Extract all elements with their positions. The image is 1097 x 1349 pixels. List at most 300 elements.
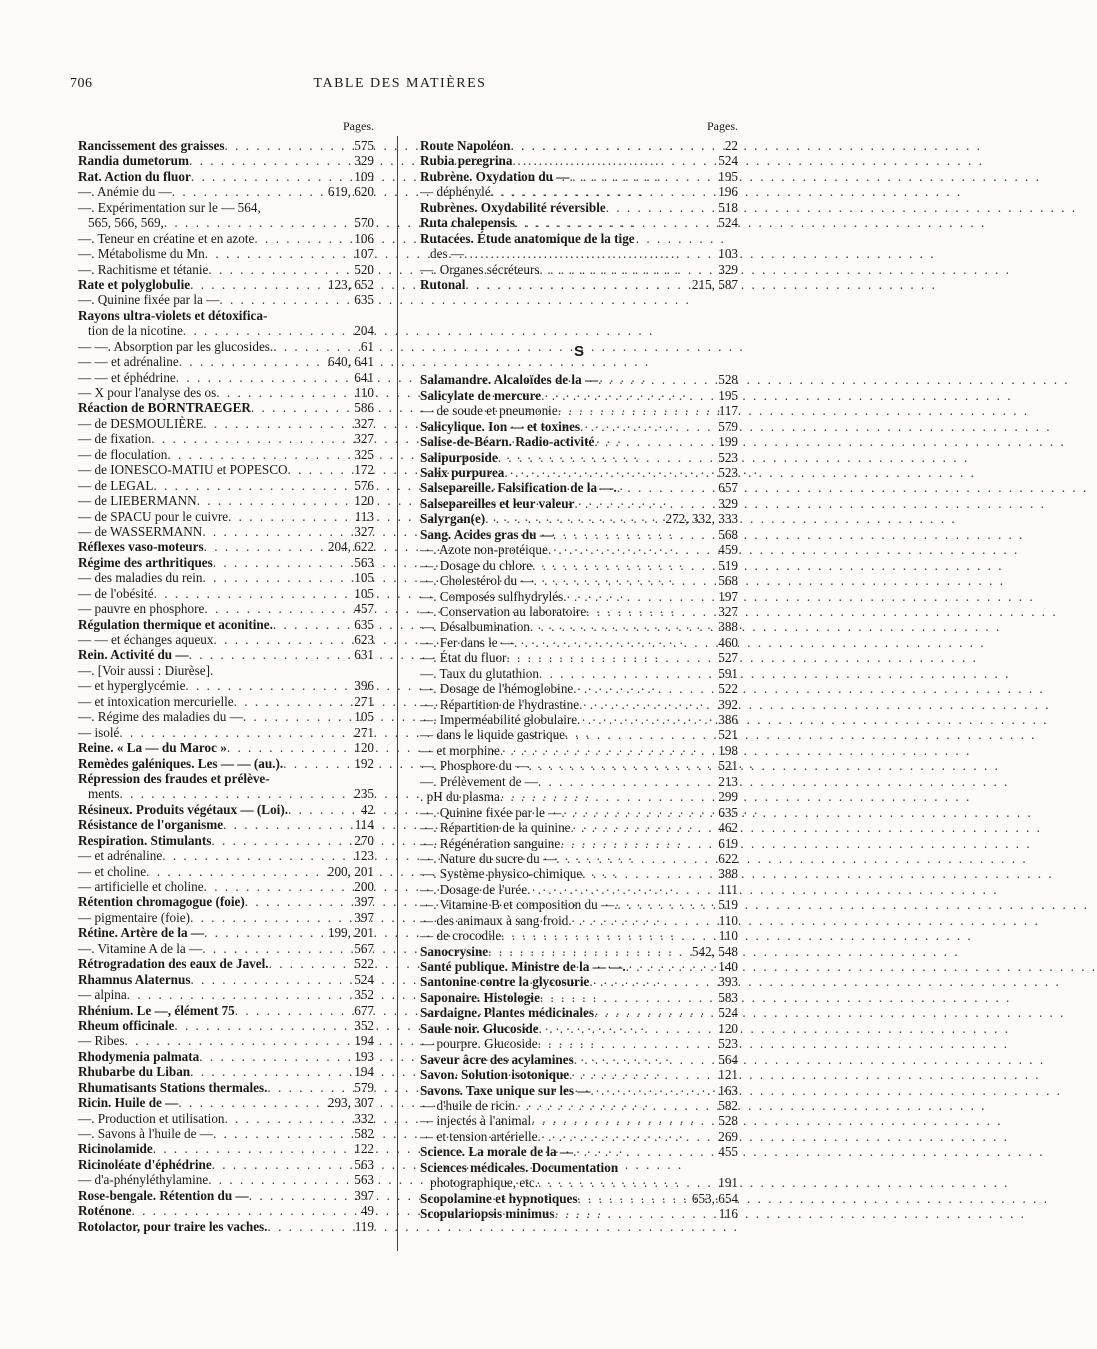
index-entry	[420, 1052, 738, 1067]
entry-pages: 570	[354, 215, 374, 231]
entry-term: Rancissement des graisses	[78, 138, 225, 153]
leader-dots	[191, 972, 353, 987]
leader-dots	[591, 1083, 717, 1098]
index-entry	[420, 1129, 738, 1144]
entry-term: Rate et polyglobulie	[78, 276, 191, 292]
entry-term: — et tension artérielle	[420, 1128, 538, 1144]
index-entry	[420, 496, 738, 511]
entry-term: Rétine. Artère de la —	[78, 925, 205, 941]
index-entry	[420, 184, 738, 199]
index-entry	[420, 697, 738, 712]
index-entry	[420, 928, 738, 943]
index-entry	[78, 400, 374, 415]
leader-dots	[125, 1033, 353, 1048]
entry-pages: 579	[354, 1079, 374, 1095]
index-entry	[420, 511, 738, 526]
entry-term: Ruta chalepensis	[420, 215, 515, 231]
entry-pages: 193	[354, 1048, 374, 1064]
index-entry	[420, 743, 738, 758]
entry-term: Réaction de BORNTRAEGER	[78, 400, 251, 416]
leader-dots	[151, 431, 352, 446]
entry-pages: 113	[354, 508, 374, 524]
leader-dots	[223, 817, 353, 832]
leader-dots	[172, 184, 326, 199]
entry-pages: 195	[718, 168, 738, 184]
entry-pages: 523	[718, 465, 738, 480]
index-entry	[78, 756, 374, 771]
entry-pages: 518	[718, 199, 738, 215]
entry-pages: 269	[718, 1128, 738, 1144]
leader-dots	[131, 1203, 358, 1218]
index-entry	[78, 447, 374, 462]
index-entry	[78, 524, 374, 539]
leader-dots	[251, 400, 352, 415]
leader-dots	[589, 974, 716, 989]
entry-term: Route Napoléon	[420, 138, 511, 153]
leader-dots	[205, 246, 352, 261]
entry-pages: 109	[354, 168, 374, 184]
index-entry	[78, 663, 374, 678]
index-entry	[78, 817, 374, 832]
leader-dots	[219, 292, 352, 307]
index-entry	[78, 632, 374, 647]
entry-pages: 61	[360, 338, 374, 354]
entry-term: — isolé	[78, 724, 120, 740]
index-entry	[78, 370, 374, 385]
entry-term: —. Répartition de la quinine	[420, 820, 571, 836]
entry-pages: 521	[718, 727, 738, 743]
leader-dots	[267, 1219, 352, 1234]
leader-dots	[582, 866, 716, 881]
entry-pages: 521	[718, 758, 738, 774]
entry-pages: 195	[718, 387, 738, 403]
entry-term: —. Vitamine A de la —	[78, 940, 203, 956]
entry-pages: 122	[354, 1141, 374, 1157]
leader-dots	[208, 1172, 352, 1187]
entry-term: Régulation thermique et aconitine.	[78, 616, 273, 632]
leader-dots	[538, 1036, 717, 1051]
index-entry	[420, 1160, 738, 1175]
entry-pages: 213	[718, 773, 738, 789]
index-entry	[420, 1098, 738, 1113]
index-entry	[420, 262, 738, 277]
entry-pages: 271	[354, 693, 374, 709]
leader-dots	[561, 805, 716, 820]
index-entry	[78, 1126, 374, 1141]
index-entry	[420, 789, 738, 804]
entry-pages: 582	[718, 1097, 738, 1113]
entry-term: — injectés à l'animal	[420, 1113, 532, 1129]
entry-pages: 110	[718, 912, 738, 928]
index-entry	[78, 262, 374, 277]
entry-term: —. Quinine fixée par la —	[78, 292, 220, 308]
entry-pages: 172	[354, 462, 374, 478]
index-entry	[78, 416, 374, 431]
entry-term: — de fixation	[78, 431, 152, 447]
leader-dots	[573, 1144, 716, 1159]
entry-term: Ricinolamide	[78, 1141, 153, 1157]
index-entry	[420, 820, 738, 835]
index-entry	[78, 833, 374, 848]
leader-dots	[190, 1064, 352, 1079]
entry-term: Scopolamine et hypnotiques	[420, 1190, 578, 1206]
entry-term: Salipurposide	[420, 449, 498, 465]
leader-dots	[199, 1049, 352, 1064]
leader-dots	[580, 419, 716, 434]
index-entry	[420, 866, 738, 881]
entry-term: Résistance de l'organisme	[78, 817, 224, 833]
entry-pages: 455	[718, 1144, 738, 1160]
entry-term: — des animaux à sang froid	[420, 912, 569, 928]
entry-pages: 119	[354, 1218, 374, 1234]
entry-pages: 329	[354, 153, 374, 169]
leader-dots	[203, 416, 352, 431]
index-entry	[420, 712, 738, 727]
entry-term: Respiration. Stimulants	[78, 832, 212, 848]
index-entry	[78, 1080, 374, 1095]
entry-pages: 640, 641	[327, 354, 374, 370]
leader-dots	[617, 480, 716, 495]
entry-pages: 568	[718, 573, 738, 589]
leader-dots	[598, 372, 716, 387]
entry-pages: 396	[354, 678, 374, 694]
entry-term: —. Vitamine B et composition du —.	[420, 897, 618, 913]
entry-pages: 103	[718, 246, 738, 262]
page-number: 706	[70, 76, 93, 91]
index-entry	[78, 1095, 374, 1110]
index-entry	[78, 200, 374, 215]
index-entry	[420, 372, 738, 387]
leader-dots	[204, 601, 352, 616]
leader-dots	[245, 894, 352, 909]
entry-term: —. Métabolisme du Mn	[78, 246, 205, 262]
entry-pages: 42	[360, 801, 374, 817]
entry-pages: 524	[718, 153, 738, 169]
entry-term: —. Régénération sanguine	[420, 835, 561, 851]
index-list	[78, 138, 374, 1234]
leader-dots	[512, 153, 716, 168]
entry-term: Rotolactor, pour traire les vaches.	[78, 1218, 268, 1234]
leader-dots	[235, 1003, 352, 1018]
entry-pages: 110	[718, 928, 738, 944]
entry-term: —. Cholestérol du —	[420, 573, 534, 589]
index-entry	[78, 586, 374, 601]
index-entry	[78, 910, 374, 925]
entry-term: —. Anémie du —	[78, 184, 172, 200]
index-entry	[78, 894, 374, 909]
index-entry	[420, 215, 738, 230]
leader-dots	[528, 758, 716, 773]
index-entry	[420, 388, 738, 403]
entry-term: —. Dosage du chlore	[420, 557, 533, 573]
leader-dots	[197, 493, 353, 508]
index-entry	[78, 1111, 374, 1126]
entry-pages: 235	[354, 786, 374, 802]
leader-dots	[568, 913, 716, 928]
leader-dots	[573, 681, 716, 696]
entry-term: — X pour l'analyse des os	[78, 385, 217, 400]
leader-dots	[563, 589, 716, 604]
entry-pages: 563	[354, 1156, 374, 1172]
entry-pages: 522	[354, 956, 374, 972]
leader-dots	[283, 756, 352, 771]
leader-dots	[213, 1126, 352, 1141]
entry-pages: 523	[718, 1036, 738, 1052]
index-entry	[78, 555, 374, 570]
leader-dots	[203, 570, 353, 585]
entry-term: Rétrogradation des eaux de Javel.	[78, 956, 269, 972]
entry-term: Santonine contre la glycosurie	[420, 974, 590, 990]
leader-dots	[501, 928, 716, 943]
leader-dots	[190, 910, 352, 925]
entry-term: —. Azote non-protéique	[420, 542, 548, 558]
index-entry	[420, 403, 738, 418]
left-column	[78, 118, 374, 1234]
index-entry	[78, 277, 374, 292]
leader-dots	[154, 586, 353, 601]
entry-pages: 123	[354, 848, 374, 864]
leader-dots	[578, 1191, 690, 1206]
entry-term: — et hyperglycémie	[78, 678, 186, 694]
entry-term: Saponaire. Histologie	[420, 989, 540, 1005]
index-entry	[78, 1064, 374, 1079]
entry-pages: 524	[718, 1005, 738, 1021]
entry-term: Salamandre. Alcaloïdes de la —	[420, 372, 599, 388]
leader-dots	[530, 619, 716, 634]
entry-term: — de SPACU pour le cuivre	[78, 508, 229, 524]
entry-pages: 120	[354, 740, 374, 756]
entry-pages: 393	[718, 974, 738, 990]
entry-pages: 567	[354, 940, 374, 956]
leader-dots	[574, 496, 716, 511]
entry-term: — de WASSERMANN	[78, 523, 203, 539]
index-entry	[78, 972, 374, 987]
entry-pages: 635	[354, 292, 374, 308]
entry-pages: 116	[718, 1206, 738, 1221]
entry-term: Régime des arthritiques	[78, 554, 213, 570]
index-entry	[420, 944, 738, 959]
leader-dots	[579, 697, 716, 712]
leader-dots	[594, 434, 716, 449]
leader-dots	[539, 1021, 717, 1036]
leader-dots	[498, 450, 717, 465]
entry-pages: 457	[354, 601, 374, 617]
entry-pages: 653, 654	[691, 1190, 738, 1206]
leader-dots	[225, 138, 353, 153]
leader-dots	[162, 848, 352, 863]
index-entry	[420, 635, 738, 650]
entry-pages: 586	[354, 400, 374, 416]
index-entry	[78, 385, 374, 400]
entry-term: Saveur âcre des acylamines	[420, 1051, 574, 1067]
index-entry	[78, 1188, 374, 1203]
leader-dots	[204, 539, 326, 554]
leader-dots	[183, 323, 352, 338]
entry-pages: 299	[718, 789, 738, 805]
entry-term: — et intoxication mercurielle	[78, 693, 234, 709]
leader-dots	[506, 650, 716, 665]
leader-dots	[214, 632, 353, 647]
index-entry	[420, 153, 738, 168]
index-list	[420, 372, 738, 1221]
leader-dots	[202, 941, 352, 956]
leader-dots	[178, 1095, 325, 1110]
entry-pages: 519	[718, 557, 738, 573]
index-entry	[78, 153, 374, 168]
entry-term: Ricinoléate d'éphédrine	[78, 1156, 212, 1172]
entry-term: Ricin. Huile de —	[78, 1095, 179, 1111]
entry-pages: 641	[354, 369, 374, 385]
leader-dots	[174, 1018, 352, 1033]
entry-pages: 327	[354, 431, 374, 447]
entry-pages: 163	[718, 1082, 738, 1098]
right-column	[420, 118, 738, 1221]
leader-dots	[212, 1157, 353, 1172]
leader-dots	[254, 231, 352, 246]
index-list	[420, 138, 738, 292]
entry-pages: 329	[718, 261, 738, 277]
entry-pages: 200	[354, 879, 374, 894]
leader-dots	[120, 786, 353, 801]
entry-pages: 105	[354, 585, 374, 601]
entry-pages: 397	[354, 1187, 374, 1203]
index-entry	[78, 1141, 374, 1156]
entry-term: — de LIEBERMANN	[78, 493, 197, 509]
entry-term: . pH du plasma	[420, 789, 500, 805]
index-entry	[78, 246, 374, 261]
index-entry	[420, 882, 738, 897]
leader-dots	[465, 277, 689, 292]
leader-dots	[225, 1111, 353, 1126]
entry-term: —. Système physico-chimique	[420, 866, 583, 882]
index-entry	[78, 647, 374, 662]
leader-dots	[234, 694, 353, 709]
entry-pages: 196	[718, 184, 738, 200]
entry-pages: 117	[718, 403, 738, 419]
entry-pages: 631	[354, 647, 374, 663]
leader-dots	[249, 1188, 353, 1203]
entry-term: Sciences médicales. Documentation	[420, 1159, 619, 1175]
index-entry	[420, 727, 738, 742]
entry-term: — alpina	[78, 987, 127, 1003]
index-entry	[78, 879, 374, 894]
entry-term: —. Imperméabilité globulaire	[420, 712, 578, 727]
entry-term: Rose-bengale. Rétention du —	[78, 1187, 249, 1203]
leader-dots	[288, 802, 359, 817]
index-entry	[78, 570, 374, 585]
index-entry	[78, 509, 374, 524]
entry-term: 565, 566, 569,	[88, 215, 164, 231]
leader-dots	[119, 725, 352, 740]
index-entry	[78, 184, 374, 199]
leader-dots	[626, 959, 717, 974]
leader-dots	[553, 527, 716, 542]
entry-term: Roténone	[78, 1203, 132, 1219]
index-entry	[420, 666, 738, 681]
entry-term: —. Répartition de l'hydrastine	[420, 696, 580, 712]
index-entry	[420, 758, 738, 773]
leader-dots	[202, 524, 352, 539]
entry-term: Salsepareilles et leur valeur	[420, 495, 575, 511]
entry-term: Rhamnus Alaternus	[78, 971, 191, 987]
entry-term: Rubia peregrina	[420, 153, 513, 169]
leader-dots	[189, 647, 353, 662]
entry-pages: 563	[354, 554, 374, 570]
leader-dots	[538, 1129, 717, 1144]
entry-term: Sang. Acides gras du —	[420, 526, 554, 542]
leader-dots	[570, 169, 717, 184]
leader-dots	[167, 447, 352, 462]
entry-term: Rat. Action du fluor	[78, 168, 191, 184]
index-entry	[420, 1175, 738, 1190]
index-entry	[78, 292, 374, 307]
entry-pages: 568	[718, 526, 738, 542]
index-entry	[420, 604, 738, 619]
entry-term: — Ribes	[78, 1033, 125, 1049]
entry-pages: 191	[718, 1175, 738, 1191]
entry-term: — de DESMOULIÈRE	[78, 415, 204, 431]
entry-term: Reine. « La — du Maroc »	[78, 740, 227, 756]
entry-pages: 352	[354, 1017, 374, 1033]
leader-dots	[500, 789, 716, 804]
entry-pages: 123, 652	[327, 276, 374, 292]
entry-pages: 199	[718, 434, 738, 450]
leader-dots	[510, 138, 722, 153]
entry-term: —. Rachitisme et tétanie	[78, 261, 209, 277]
entry-term: — et adrénaline	[78, 848, 163, 864]
leader-dots	[500, 743, 716, 758]
index-entry	[78, 339, 374, 354]
entry-term: Salix purpurea	[420, 465, 505, 480]
entry-pages: 200, 201	[327, 863, 374, 879]
entry-pages: 619, 620	[327, 184, 374, 200]
entry-term: — d'a-phényléthylamine	[78, 1172, 209, 1188]
index-entry	[78, 725, 374, 740]
entry-term: Sanocrysine	[420, 943, 489, 959]
entry-pages: 397	[354, 909, 374, 925]
entry-pages: 619	[718, 835, 738, 851]
leader-dots	[540, 990, 716, 1005]
section-spacer	[420, 292, 738, 332]
entry-term: Réflexes vaso-moteurs	[78, 539, 204, 555]
entry-term: Rétention chromagogue (foie)	[78, 894, 245, 910]
entry-term: Saule noir. Glucoside	[420, 1020, 539, 1036]
index-entry	[78, 709, 374, 724]
entry-term: Rayons ultra-violets et détoxifica-	[78, 307, 268, 323]
entry-pages: 325	[354, 446, 374, 462]
entry-pages: 459	[718, 542, 738, 558]
leader-dots	[514, 635, 716, 650]
leader-dots	[228, 509, 353, 524]
index-entry	[78, 231, 374, 246]
entry-term: Randia dumetorum	[78, 153, 190, 169]
entry-pages: 523	[718, 449, 738, 465]
entry-term: —. Dosage de l'hémoglobine	[420, 681, 574, 697]
entry-pages: 524	[718, 215, 738, 231]
leader-dots	[216, 385, 352, 400]
index-entry	[420, 558, 738, 573]
index-entry	[420, 774, 738, 789]
index-entry	[420, 897, 738, 912]
leader-dots	[541, 388, 716, 403]
index-entry	[420, 990, 738, 1005]
index-entry	[78, 694, 374, 709]
leader-dots	[213, 555, 352, 570]
entry-term: Salicylique. Ion — et toxines	[420, 418, 581, 434]
entry-pages: 579	[718, 418, 738, 434]
leader-dots	[538, 1175, 716, 1190]
leader-dots	[574, 1052, 717, 1067]
